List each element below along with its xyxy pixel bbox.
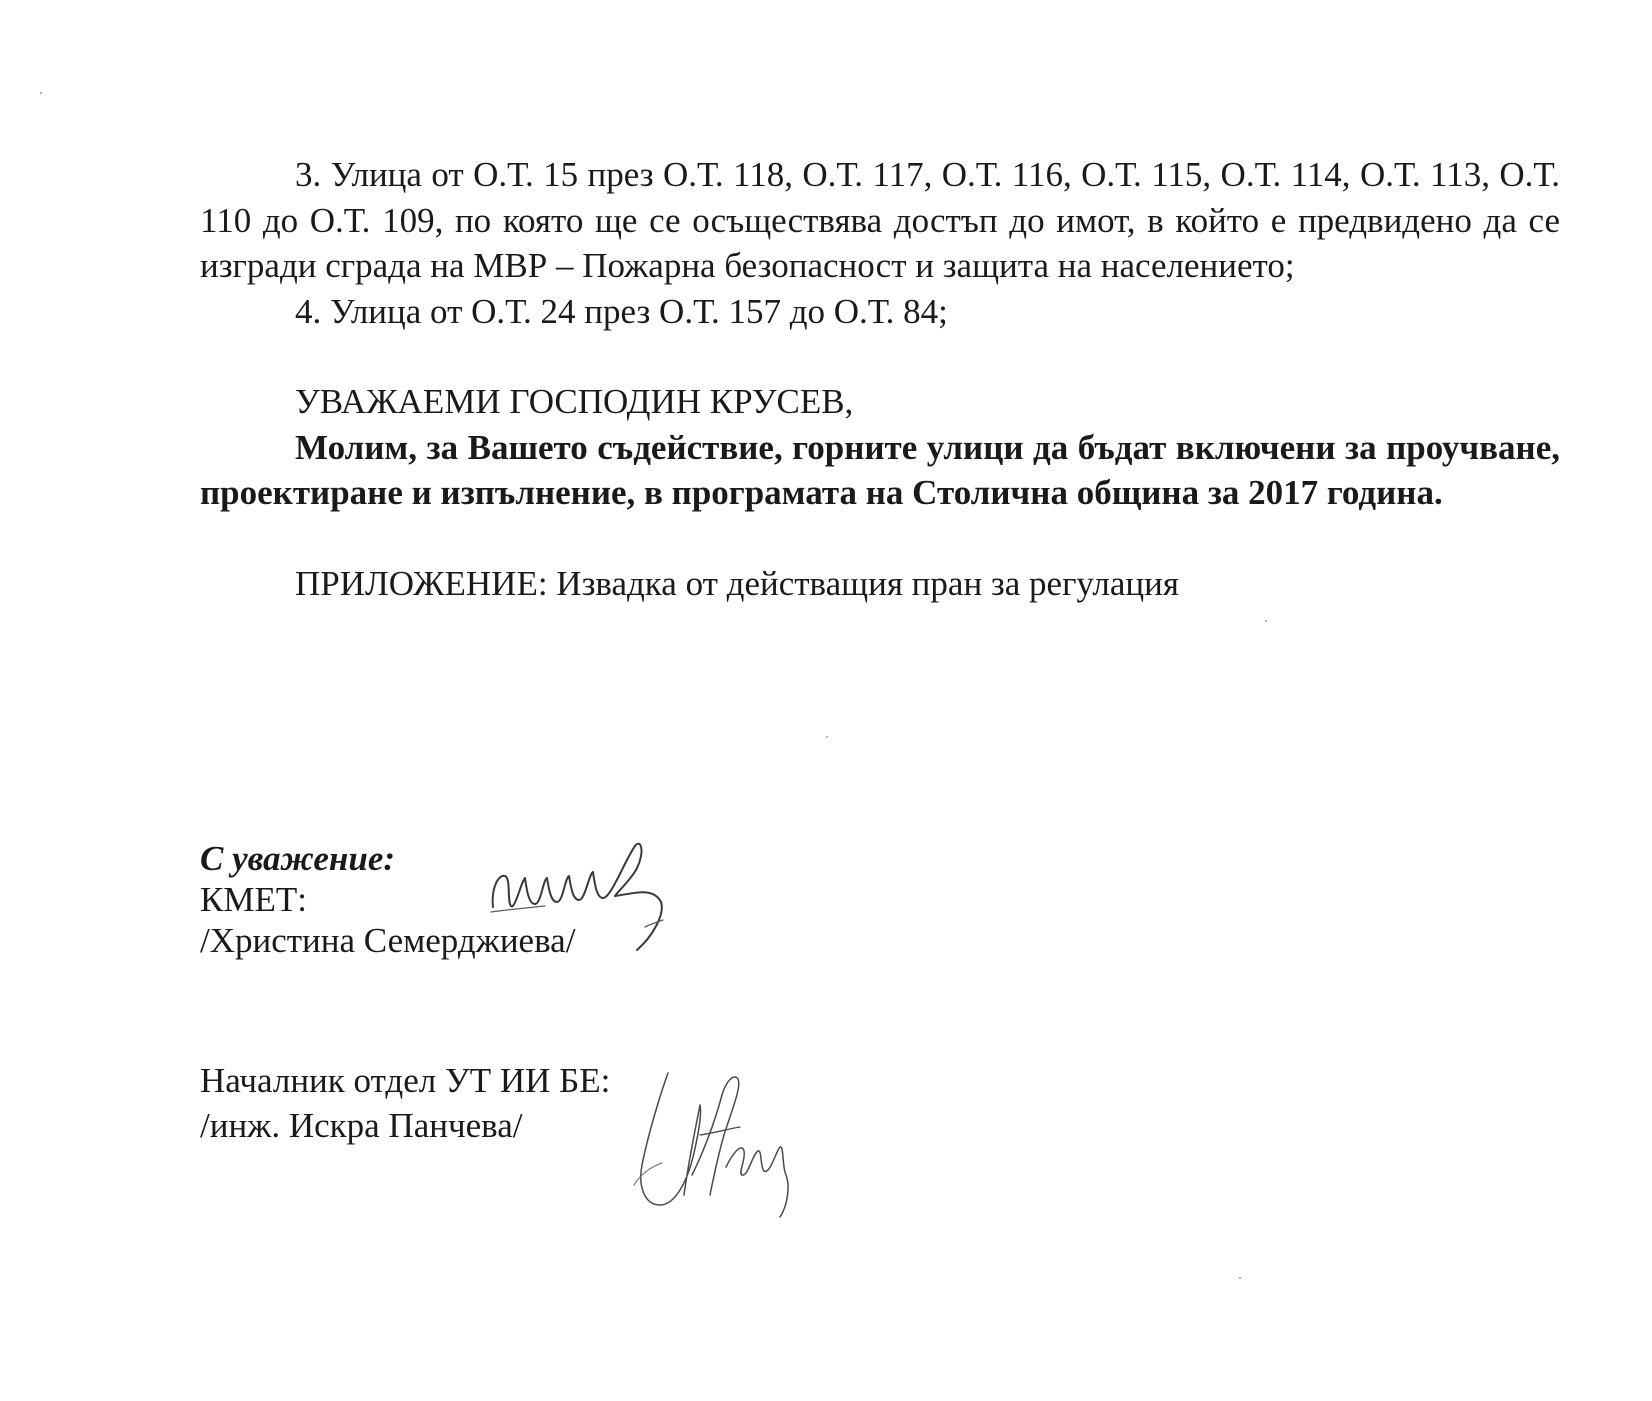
list-item-4 <box>200 289 1560 335</box>
scan-speck <box>1265 620 1267 622</box>
spacer <box>200 516 1560 561</box>
scan-speck <box>40 92 42 94</box>
list-item-text: Улица от О.Т. 15 през О.Т. 118, О.Т. 117, О.Т. 116, О.Т. 115, О.Т. 114, О.Т. 113, О.Т. 110 до О.Т. 109, по която ще се осъществява достъп до имот, в който е предвидено да се изгради сграда на МВР – Пожарна безопасност и защита на населението; <box>200 155 1560 285</box>
list-item-text: Улица от О.Т. 24 през О.Т. 157 до О.Т. 84; <box>330 291 948 331</box>
attachment-note: ПРИЛОЖЕНИЕ: Извадка от действащия пран за регулация <box>295 563 1179 603</box>
chief-title: Началник отдел УТ ИИ БЕ: <box>200 1061 611 1100</box>
list-item-number: 4. <box>295 291 322 331</box>
closing-phrase: С уважение: <box>200 839 396 878</box>
chief-signature-block <box>200 1058 610 1148</box>
mayor-handwritten-signature <box>485 832 715 962</box>
list-item-3 <box>200 152 1560 289</box>
salutation: УВАЖАЕМИ ГОСПОДИН КРУСЕВ, <box>295 382 854 421</box>
chief-name: /инж. Искра Панчева/ <box>200 1106 523 1145</box>
request-paragraph: Молим, за Вашето съдействие, горните улици да бъдат включени за проучване, проектиране и изпълнение, в програмата на Столична община за 2017 година. <box>200 427 1560 512</box>
spacer <box>200 334 1560 379</box>
mayor-title: КМЕТ: <box>200 880 307 919</box>
mayor-name: /Христина Семерджиева/ <box>200 921 576 960</box>
list-item-number: 3. <box>295 155 322 194</box>
letter-body <box>200 152 1560 606</box>
scan-speck <box>826 736 828 738</box>
scan-speck <box>1239 1277 1241 1279</box>
chief-handwritten-signature <box>630 1055 810 1225</box>
